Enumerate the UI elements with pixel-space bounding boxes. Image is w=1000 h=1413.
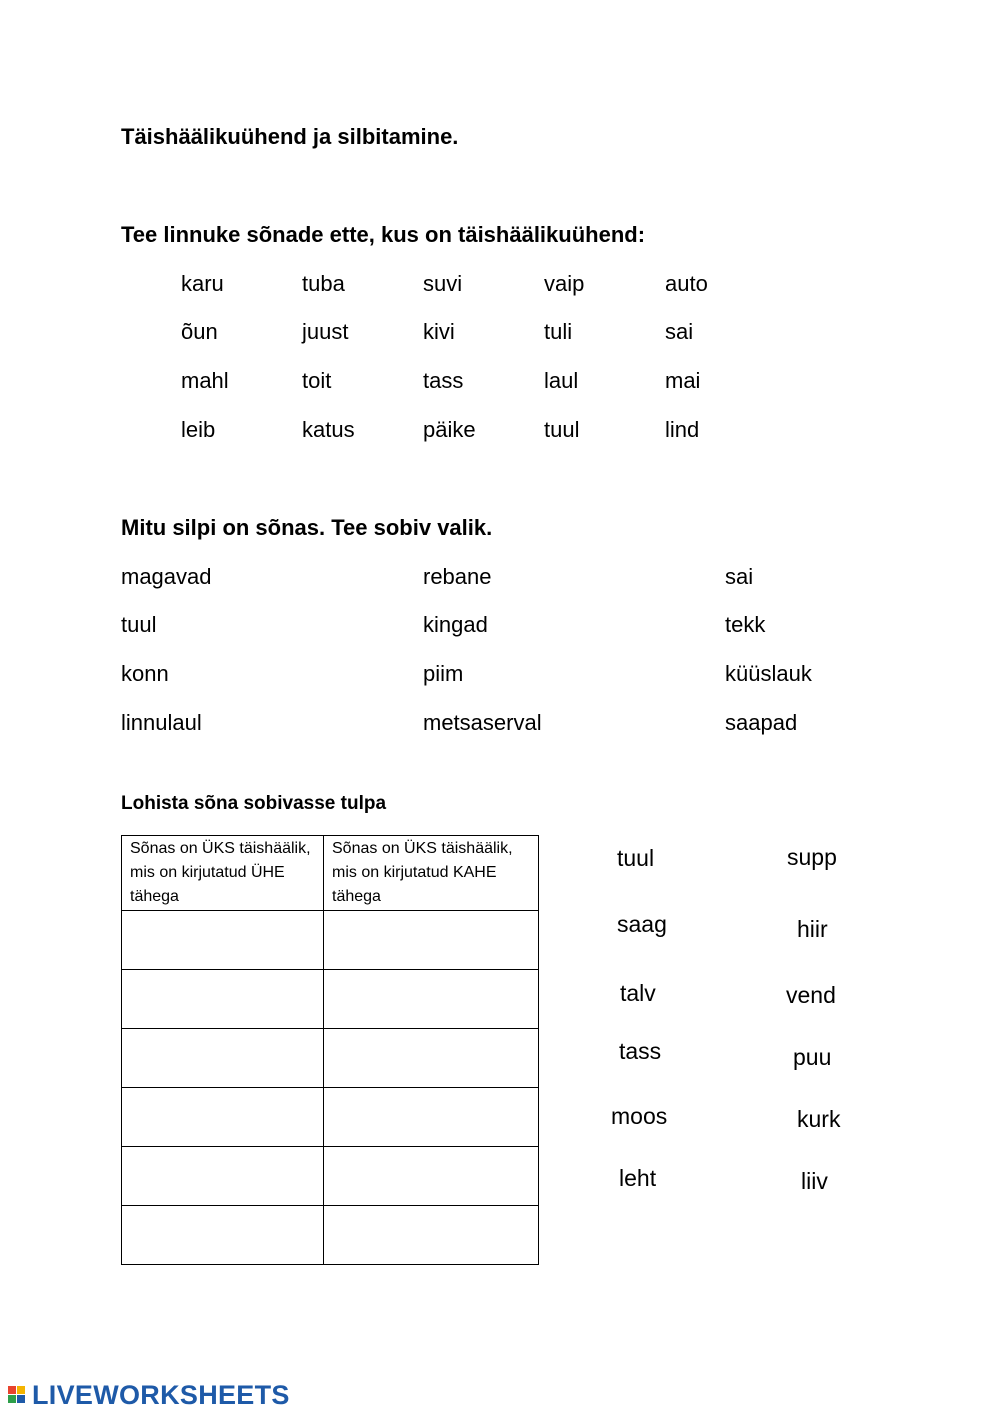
table-row — [122, 911, 539, 970]
drop-cell[interactable] — [122, 1088, 324, 1147]
word-option[interactable]: karu — [181, 271, 224, 296]
draggable-word[interactable]: liiv — [801, 1168, 828, 1194]
syllable-word[interactable]: küüslauk — [725, 661, 812, 686]
draggable-word[interactable]: moos — [611, 1103, 668, 1129]
section3-heading: Lohista sõna sobivasse tulpa — [121, 793, 387, 814]
word-option[interactable]: tuli — [544, 319, 573, 344]
draggable-word[interactable]: leht — [619, 1165, 657, 1191]
column-header-two-letters: Sõnas on ÜKS täishäälik, mis on kirjutatud KAHE tähega — [324, 836, 539, 911]
word-option[interactable]: õun — [181, 319, 218, 344]
draggable-word[interactable]: talv — [620, 980, 656, 1006]
logo-text: LIVEWORKSHEETS — [32, 1379, 290, 1410]
word-option[interactable]: suvi — [423, 271, 463, 296]
table-row — [122, 1029, 539, 1088]
syllable-word[interactable]: sai — [725, 564, 754, 589]
draggable-word[interactable]: saag — [617, 911, 667, 937]
drop-cell[interactable] — [122, 1147, 324, 1206]
word-option[interactable]: katus — [302, 417, 355, 442]
table-row — [122, 1206, 539, 1265]
liveworksheets-logo — [8, 1380, 290, 1410]
word-option[interactable]: toit — [302, 368, 332, 393]
draggable-word[interactable]: kurk — [797, 1106, 841, 1132]
drop-cell[interactable] — [122, 970, 324, 1029]
word-option[interactable]: juust — [302, 319, 349, 344]
word-option[interactable]: päike — [423, 417, 476, 442]
drop-cell[interactable] — [324, 1147, 539, 1206]
word-option[interactable]: sai — [665, 319, 694, 344]
word-option[interactable]: lind — [665, 417, 700, 442]
word-option[interactable]: tass — [423, 368, 464, 393]
drop-cell[interactable] — [122, 1206, 324, 1265]
word-option[interactable]: mai — [665, 368, 701, 393]
drop-cell[interactable] — [324, 911, 539, 970]
drop-cell[interactable] — [122, 911, 324, 970]
drop-cell[interactable] — [122, 1029, 324, 1088]
drop-cell[interactable] — [324, 1088, 539, 1147]
word-option[interactable]: leib — [181, 417, 216, 442]
word-option[interactable]: vaip — [544, 271, 585, 296]
drop-cell[interactable] — [324, 1206, 539, 1265]
syllable-word[interactable]: tuul — [121, 612, 157, 637]
syllable-word[interactable]: linnulaul — [121, 710, 202, 735]
word-option[interactable]: tuba — [302, 271, 345, 296]
draggable-word[interactable]: hiir — [797, 916, 828, 942]
syllable-word[interactable]: piim — [423, 661, 464, 686]
table-row — [122, 970, 539, 1029]
page-title: Täishäälikuühend ja silbitamine. — [121, 124, 459, 149]
syllable-word[interactable]: kingad — [423, 612, 488, 637]
syllable-word[interactable]: metsaserval — [423, 710, 542, 735]
table-row — [122, 1088, 539, 1147]
draggable-word[interactable]: tass — [619, 1038, 662, 1064]
word-option[interactable]: laul — [544, 368, 579, 393]
syllable-word[interactable]: magavad — [121, 564, 212, 589]
drop-cell[interactable] — [324, 970, 539, 1029]
column-header-one-letter: Sõnas on ÜKS täishäälik, mis on kirjutatud ÜHE tähega — [122, 836, 324, 911]
word-option[interactable]: tuul — [544, 417, 580, 442]
draggable-word[interactable]: vend — [786, 982, 836, 1008]
word-option[interactable]: kivi — [423, 319, 455, 344]
syllable-word[interactable]: saapad — [725, 710, 798, 735]
syllable-word[interactable]: rebane — [423, 564, 492, 589]
section2-heading: Mitu silpi on sõnas. Tee sobiv valik. — [121, 515, 493, 540]
syllable-word[interactable]: tekk — [725, 612, 766, 637]
syllable-word[interactable]: konn — [121, 661, 169, 686]
table-row — [122, 1147, 539, 1206]
section1-heading: Tee linnuke sõnade ette, kus on täishäälikuühend: — [121, 222, 646, 247]
word-option[interactable]: mahl — [181, 368, 229, 393]
logo-blocks-icon — [8, 1382, 30, 1408]
draggable-word[interactable]: supp — [787, 844, 837, 870]
draggable-word[interactable]: tuul — [617, 845, 655, 871]
sorting-table — [121, 835, 539, 1265]
draggable-word[interactable]: puu — [793, 1044, 832, 1070]
drop-cell[interactable] — [324, 1029, 539, 1088]
word-option[interactable]: auto — [665, 271, 708, 296]
